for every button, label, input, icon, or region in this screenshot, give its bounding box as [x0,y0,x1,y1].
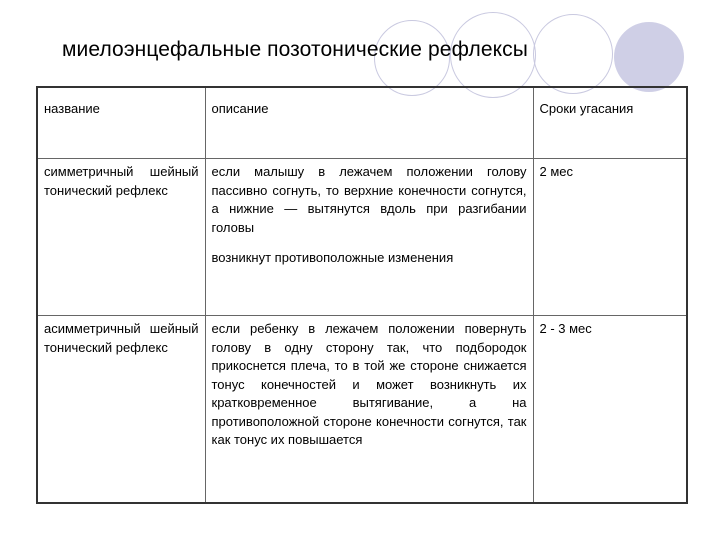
header-name-cell: название [37,87,205,159]
table-row [37,159,687,316]
reflex-description-text: если малышу в лежачем положении голову пассивно согнуть, то верхние конечности согнутся, а нижние — вытянутся вдоль при разгибании головы [211,164,527,235]
table-header-row [37,87,687,159]
slide-title: миелоэнцефальные позотонические рефлексы [62,38,528,61]
reflex-description-cell: если ребенку в лежачем положении повернуть голову в одну сторону так, что подбородок прикоснется плеча, то в той же стороне снижается тонус конечностей и может возникнуть их кратковременное вытягивание, а на противоположной стороне конечности согнутся, так как тонус их повышается [205,316,533,504]
reflex-table [36,86,688,504]
header-fade-time-cell: Сроки угасания [533,87,687,159]
reflex-name-cell: асимметричный шейный тонический рефлекс [37,316,205,504]
reflex-description-cell [205,159,533,316]
header-description-cell: описание [205,87,533,159]
reflex-name-cell: симметричный шейный тонический рефлекс [37,159,205,316]
table-row [37,316,687,504]
fade-time-cell: 2 - 3 мес [533,316,687,504]
decorative-circle [614,22,684,92]
reflex-description-extra: возникнут противоположные изменения [211,250,454,265]
decorative-circle [533,14,613,94]
fade-time-cell: 2 мес [533,159,687,316]
